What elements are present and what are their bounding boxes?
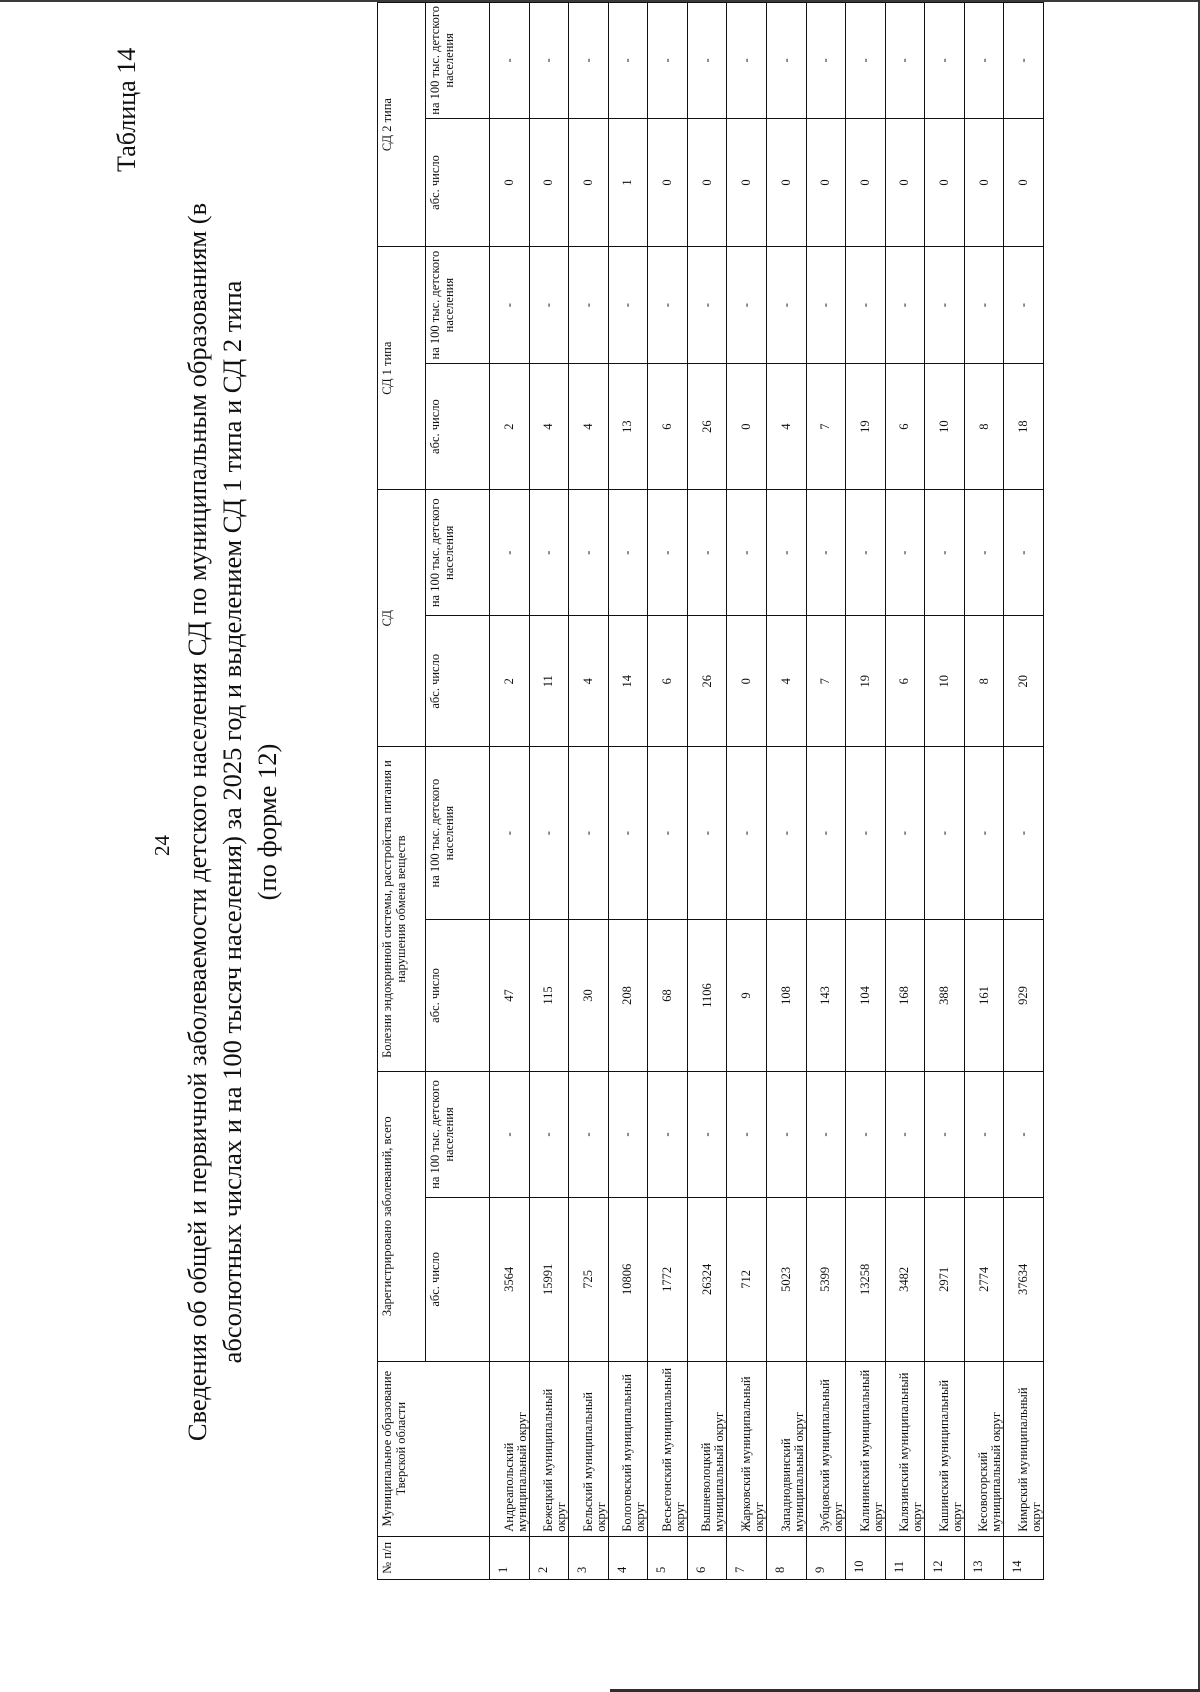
cell-sd2-abs: 0 — [964, 118, 1004, 246]
cell-sd1-abs: 4 — [529, 364, 569, 490]
row-number: 13 — [964, 1536, 1004, 1579]
cell-total-abs: 3564 — [490, 1198, 530, 1362]
municipality-name: Западнодвинский муниципальный округ — [766, 1361, 806, 1536]
cell-sd2-abs: 0 — [1004, 118, 1044, 246]
cell-total-abs: 712 — [727, 1198, 767, 1362]
cell-endocrine-per100k: - — [687, 747, 727, 920]
cell-endocrine-abs: 108 — [766, 920, 806, 1072]
title-line-2: абсолютных числах и на 100 тысяч населения) за 2025 год и выделением СД 1 типа и СД 2 типа — [217, 280, 247, 1364]
cell-sd1-per100k: - — [687, 247, 727, 364]
cell-sd-abs: 20 — [1004, 616, 1044, 747]
header-abs: абс. число — [426, 1198, 490, 1362]
row-number: 9 — [806, 1536, 846, 1579]
row-number: 2 — [529, 1536, 569, 1579]
row-number: 10 — [846, 1536, 886, 1579]
cell-sd-abs: 0 — [727, 616, 767, 747]
cell-sd-abs: 11 — [529, 616, 569, 747]
cell-sd-abs: 7 — [806, 616, 846, 747]
cell-endocrine-abs: 168 — [885, 920, 925, 1072]
cell-sd-per100k: - — [964, 490, 1004, 616]
cell-sd-abs: 2 — [490, 616, 530, 747]
cell-sd2-per100k: - — [569, 3, 609, 119]
cell-sd1-abs: 10 — [925, 364, 965, 490]
cell-sd1-abs: 26 — [687, 364, 727, 490]
title-line-3: (по форме 12) — [252, 743, 282, 901]
cell-sd2-abs: 0 — [727, 118, 767, 246]
municipality-name: Бежецкий муниципальный округ — [529, 1361, 569, 1536]
cell-sd2-abs: 0 — [490, 118, 530, 246]
municipality-name: Калининский муниципальный округ — [846, 1361, 886, 1536]
cell-sd2-per100k: - — [885, 3, 925, 119]
table-row — [569, 3, 609, 1580]
row-number: 5 — [648, 1536, 688, 1579]
cell-sd2-per100k: - — [1004, 3, 1044, 119]
cell-sd-per100k: - — [885, 490, 925, 616]
cell-sd2-abs: 0 — [766, 118, 806, 246]
cell-sd1-abs: 6 — [648, 364, 688, 490]
cell-sd-per100k: - — [569, 490, 609, 616]
cell-sd-per100k: - — [727, 490, 767, 616]
cell-total-per100k: - — [608, 1071, 648, 1197]
cell-sd-per100k: - — [529, 490, 569, 616]
row-number: 4 — [608, 1536, 648, 1579]
table-row — [766, 3, 806, 1580]
table-label: Таблица 14 — [112, 47, 141, 172]
cell-endocrine-abs: 115 — [529, 920, 569, 1072]
cell-total-abs: 5399 — [806, 1198, 846, 1362]
cell-endocrine-abs: 143 — [806, 920, 846, 1072]
page-number: 24 — [150, 835, 174, 856]
row-number: 3 — [569, 1536, 609, 1579]
cell-sd2-per100k: - — [806, 3, 846, 119]
cell-endocrine-per100k: - — [529, 747, 569, 920]
municipality-name: Кесовогорский муниципальный округ — [964, 1361, 1004, 1536]
cell-sd2-abs: 0 — [885, 118, 925, 246]
cell-endocrine-per100k: - — [569, 747, 609, 920]
cell-sd-per100k: - — [806, 490, 846, 616]
cell-sd-per100k: - — [490, 490, 530, 616]
cell-endocrine-abs: 388 — [925, 920, 965, 1072]
cell-total-abs: 15991 — [529, 1198, 569, 1362]
municipality-name: Весьегонский муниципальный округ — [648, 1361, 688, 1536]
cell-endocrine-per100k: - — [806, 747, 846, 920]
table-row — [490, 3, 530, 1580]
cell-sd-per100k: - — [687, 490, 727, 616]
municipality-name: Бологовский муниципальный округ — [608, 1361, 648, 1536]
table-row — [1004, 3, 1044, 1580]
header-municipality: Муниципальное образование Тверской области — [378, 1361, 490, 1536]
municipality-name: Калязинский муниципальный округ — [885, 1361, 925, 1536]
municipality-name: Вышневолоцкий муниципальный округ — [687, 1361, 727, 1536]
cell-endocrine-per100k: - — [925, 747, 965, 920]
cell-sd2-per100k: - — [687, 3, 727, 119]
cell-sd-per100k: - — [608, 490, 648, 616]
table-row — [608, 3, 648, 1580]
cell-total-per100k: - — [964, 1071, 1004, 1197]
cell-total-abs: 2774 — [964, 1198, 1004, 1362]
table-row — [529, 3, 569, 1580]
cell-sd2-per100k: - — [727, 3, 767, 119]
morbidity-table — [377, 2, 1044, 1580]
cell-sd2-abs: 0 — [687, 118, 727, 246]
cell-sd1-per100k: - — [1004, 247, 1044, 364]
cell-endocrine-per100k: - — [766, 747, 806, 920]
document-title — [180, 82, 285, 1562]
cell-sd1-per100k: - — [727, 247, 767, 364]
cell-sd1-abs: 18 — [1004, 364, 1044, 490]
header-abs: абс. число — [426, 616, 490, 747]
cell-total-abs: 37634 — [1004, 1198, 1044, 1362]
cell-sd1-abs: 8 — [964, 364, 1004, 490]
cell-total-abs: 3482 — [885, 1198, 925, 1362]
header-per100k: на 100 тыс. детского населения — [426, 490, 490, 616]
cell-sd2-abs: 0 — [846, 118, 886, 246]
cell-total-per100k: - — [806, 1071, 846, 1197]
cell-sd-abs: 14 — [608, 616, 648, 747]
cell-sd1-abs: 7 — [806, 364, 846, 490]
cell-total-abs: 5023 — [766, 1198, 806, 1362]
cell-total-abs: 1772 — [648, 1198, 688, 1362]
cell-sd1-per100k: - — [846, 247, 886, 364]
title-line-1: Сведения об общей и первичной заболеваемости детского населения СД по муниципальным образованиям (в — [182, 202, 212, 1442]
municipality-name: Жарковский муниципальный округ — [727, 1361, 767, 1536]
row-number: 11 — [885, 1536, 925, 1579]
cell-sd-abs: 4 — [766, 616, 806, 747]
cell-total-abs: 13258 — [846, 1198, 886, 1362]
cell-sd2-abs: 0 — [529, 118, 569, 246]
cell-sd2-per100k: - — [648, 3, 688, 119]
cell-endocrine-per100k: - — [846, 747, 886, 920]
cell-sd1-abs: 2 — [490, 364, 530, 490]
row-number: 6 — [687, 1536, 727, 1579]
municipality-name: Андреапольский муниципальный округ — [490, 1361, 530, 1536]
cell-sd-abs: 6 — [885, 616, 925, 747]
cell-sd2-abs: 0 — [806, 118, 846, 246]
cell-sd1-per100k: - — [648, 247, 688, 364]
table-row — [964, 3, 1004, 1580]
cell-endocrine-abs: 30 — [569, 920, 609, 1072]
cell-sd1-abs: 19 — [846, 364, 886, 490]
row-number: 8 — [766, 1536, 806, 1579]
cell-total-abs: 2971 — [925, 1198, 965, 1362]
cell-endocrine-abs: 208 — [608, 920, 648, 1072]
table-row — [846, 3, 886, 1580]
cell-total-per100k: - — [1004, 1071, 1044, 1197]
cell-sd-per100k: - — [1004, 490, 1044, 616]
header-per100k: на 100 тыс. детского населения — [426, 3, 490, 119]
cell-sd1-per100k: - — [766, 247, 806, 364]
cell-sd-per100k: - — [766, 490, 806, 616]
header-abs: абс. число — [426, 364, 490, 490]
cell-total-per100k: - — [846, 1071, 886, 1197]
cell-total-per100k: - — [925, 1071, 965, 1197]
cell-total-per100k: - — [727, 1071, 767, 1197]
cell-endocrine-per100k: - — [648, 747, 688, 920]
table-row — [727, 3, 767, 1580]
header-group-sd1: СД 1 типа — [378, 247, 426, 490]
cell-endocrine-abs: 1106 — [687, 920, 727, 1072]
cell-total-per100k: - — [490, 1071, 530, 1197]
cell-sd2-abs: 0 — [925, 118, 965, 246]
header-group-sd2: СД 2 типа — [378, 3, 426, 247]
cell-sd1-per100k: - — [964, 247, 1004, 364]
header-per100k: на 100 тыс. детского населения — [426, 1071, 490, 1197]
cell-sd2-per100k: - — [964, 3, 1004, 119]
cell-endocrine-abs: 68 — [648, 920, 688, 1072]
cell-endocrine-per100k: - — [727, 747, 767, 920]
header-group-total: Зарегистрировано заболеваний, всего — [378, 1071, 426, 1361]
cell-sd2-abs: 0 — [648, 118, 688, 246]
cell-sd-per100k: - — [648, 490, 688, 616]
cell-sd1-abs: 0 — [727, 364, 767, 490]
cell-endocrine-abs: 47 — [490, 920, 530, 1072]
table-row — [925, 3, 965, 1580]
cell-sd-abs: 26 — [687, 616, 727, 747]
row-number: 12 — [925, 1536, 965, 1579]
cell-total-per100k: - — [687, 1071, 727, 1197]
cell-total-abs: 725 — [569, 1198, 609, 1362]
municipality-name: Бельский муниципальный округ — [569, 1361, 609, 1536]
cell-total-per100k: - — [648, 1071, 688, 1197]
cell-sd1-per100k: - — [608, 247, 648, 364]
header-abs: абс. число — [426, 118, 490, 246]
cell-sd1-per100k: - — [529, 247, 569, 364]
header-per100k: на 100 тыс. детского населения — [426, 247, 490, 364]
cell-endocrine-abs: 929 — [1004, 920, 1044, 1072]
cell-sd-abs: 10 — [925, 616, 965, 747]
cell-sd2-per100k: - — [925, 3, 965, 119]
cell-sd-abs: 19 — [846, 616, 886, 747]
cell-sd2-per100k: - — [608, 3, 648, 119]
cell-sd-abs: 8 — [964, 616, 1004, 747]
table-row — [687, 3, 727, 1580]
cell-sd-abs: 6 — [648, 616, 688, 747]
cell-sd2-abs: 0 — [569, 118, 609, 246]
cell-sd1-abs: 13 — [608, 364, 648, 490]
cell-sd2-per100k: - — [529, 3, 569, 119]
cell-total-per100k: - — [885, 1071, 925, 1197]
cell-sd2-abs: 1 — [608, 118, 648, 246]
cell-sd1-per100k: - — [885, 247, 925, 364]
municipality-name: Кимрский муниципальный округ — [1004, 1361, 1044, 1536]
cell-sd1-abs: 6 — [885, 364, 925, 490]
cell-sd1-abs: 4 — [766, 364, 806, 490]
cell-total-per100k: - — [766, 1071, 806, 1197]
municipality-name: Зубцовский муниципальный округ — [806, 1361, 846, 1536]
cell-total-per100k: - — [569, 1071, 609, 1197]
municipality-name: Кашинский муниципальный округ — [925, 1361, 965, 1536]
cell-sd2-per100k: - — [490, 3, 530, 119]
cell-endocrine-per100k: - — [964, 747, 1004, 920]
cell-sd1-per100k: - — [925, 247, 965, 364]
cell-endocrine-abs: 104 — [846, 920, 886, 1072]
cell-sd1-abs: 4 — [569, 364, 609, 490]
cell-sd1-per100k: - — [806, 247, 846, 364]
cell-endocrine-per100k: - — [1004, 747, 1044, 920]
table-row — [806, 3, 846, 1580]
cell-sd-abs: 4 — [569, 616, 609, 747]
cell-endocrine-abs: 161 — [964, 920, 1004, 1072]
cell-sd1-per100k: - — [569, 247, 609, 364]
cell-sd2-per100k: - — [766, 3, 806, 119]
table-row — [885, 3, 925, 1580]
header-group-endocrine: Болезни эндокринной системы, расстройства питания и нарушения обмена веществ — [378, 747, 426, 1072]
cell-sd2-per100k: - — [846, 3, 886, 119]
table-body — [490, 3, 1044, 1580]
table-row — [648, 3, 688, 1580]
row-number: 14 — [1004, 1536, 1044, 1579]
row-number: 7 — [727, 1536, 767, 1579]
cell-total-abs: 26324 — [687, 1198, 727, 1362]
cell-total-abs: 10806 — [608, 1198, 648, 1362]
cell-endocrine-per100k: - — [490, 747, 530, 920]
cell-total-per100k: - — [529, 1071, 569, 1197]
header-abs: абс. число — [426, 920, 490, 1072]
cell-sd-per100k: - — [846, 490, 886, 616]
cell-sd-per100k: - — [925, 490, 965, 616]
header-group-sd: СД — [378, 490, 426, 747]
cell-sd1-per100k: - — [490, 247, 530, 364]
header-num: № п/п — [378, 1536, 490, 1579]
cell-endocrine-per100k: - — [885, 747, 925, 920]
header-per100k: на 100 тыс. детского населения — [426, 747, 490, 920]
cell-endocrine-per100k: - — [608, 747, 648, 920]
row-number: 1 — [490, 1536, 530, 1579]
cell-endocrine-abs: 9 — [727, 920, 767, 1072]
